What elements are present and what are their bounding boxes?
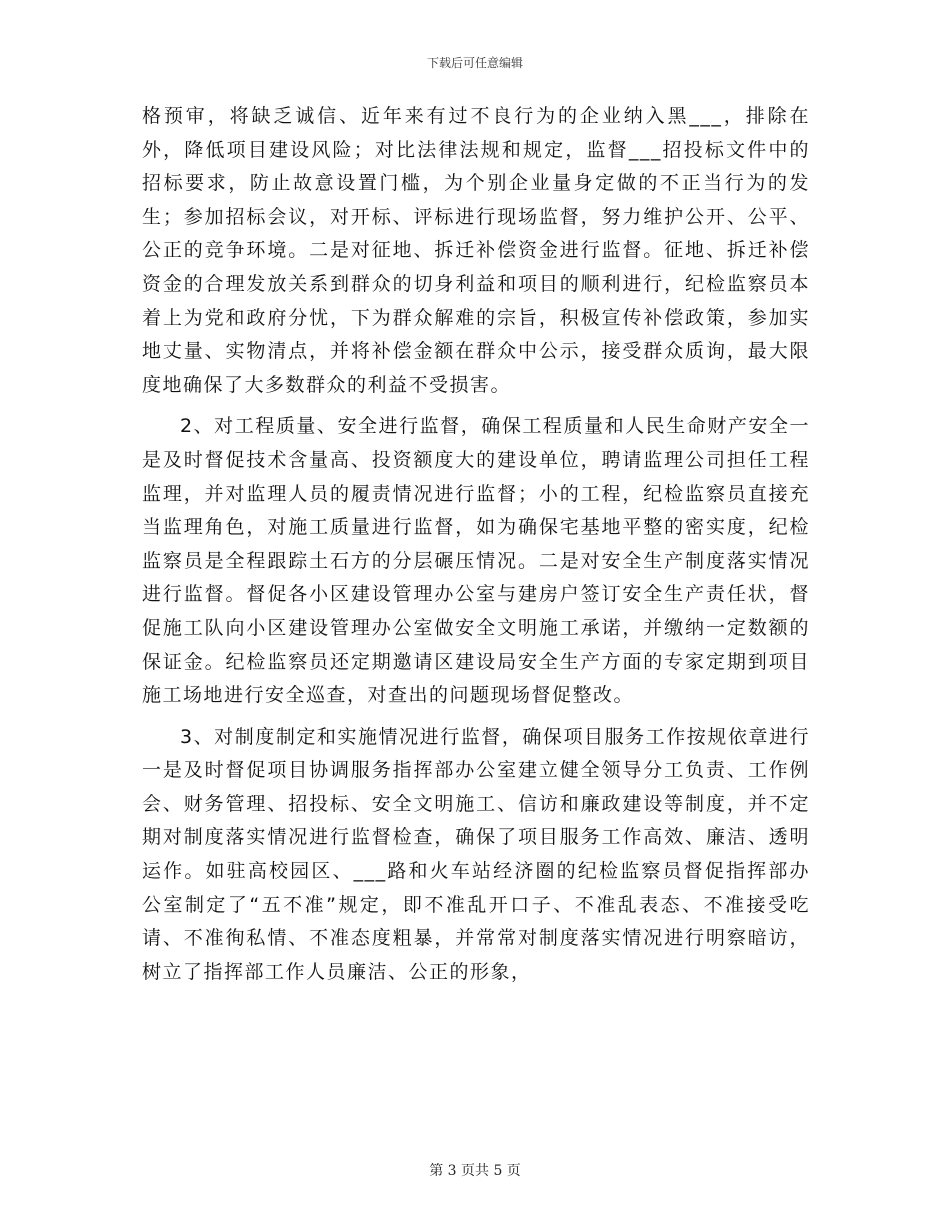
paragraph-section-3: 3、对制度制定和实施情况进行监督，确保项目服务工作按规依章进行一是及时督促项目协调服务指挥部办公室建立健全领导分工负责、工作例会、财务管理、招投标、安全文明施工、信访和廉政建设等制度，并不定期对制度落实情况进行监督检查，确保了项目服务工作高效、廉洁、透明运作。如驻高校园区、___路和火车站经济圈的纪检监察员督促指挥部办公室制定了“五不准”规定，即不准乱开口子、不准乱表态、不准接受吃请、不准徇私情、不准态度粗暴，并常常对制度落实情况进行明察暗访，树立了指挥部工作人员廉洁、公正的形象， (142, 725, 810, 983)
paragraph-section-2: 2、对工程质量、安全进行监督，确保工程质量和人民生命财产安全一是及时督促技术含量高、投资额度大的建设单位，聘请监理公司担任工程监理，并对监理人员的履责情况进行监督；小的工程，纪检监察员直接充当监理角色，对施工质量进行监督，如为确保宅基地平整的密实度，纪检监察员是全程跟踪土石方的分层碾压情况。二是对安全生产制度落实情况进行监督。督促各小区建设管理办公室与建房户签订安全生产责任状，督促施工队向小区建设管理办公室做安全文明施工承诺，并缴纳一定数额的保证金。纪检监察员还定期邀请区建设局安全生产方面的专家定期到项目施工场地进行安全巡查，对查出的问题现场督促整改。 (142, 415, 810, 707)
page-footer: 第 3 页共 5 页 (429, 1163, 521, 1179)
page-header: 下载后可任意编辑 (426, 56, 523, 70)
document-body (142, 100, 810, 989)
paragraph-continuation: 格预审，将缺乏诚信、近年来有过不良行为的企业纳入黑___，排除在外，降低项目建设风险；对比法律法规和规定，监督___招投标文件中的招标要求，防止故意设置门槛，为个别企业量身定做的不正当行为的发生；参加招标会议，对开标、评标进行现场监督，努力维护公开、公平、公正的竞争环境。二是对征地、拆迁补偿资金进行监督。征地、拆迁补偿资金的合理发放关系到群众的切身利益和项目的顺利进行，纪检监察员本着上为党和政府分忧，下为群众解难的宗旨，积极宣传补偿政策，参加实地丈量、实物清点，并将补偿金额在群众中公示，接受群众质询，最大限度地确保了大多数群众的利益不受损害。 (142, 105, 810, 396)
